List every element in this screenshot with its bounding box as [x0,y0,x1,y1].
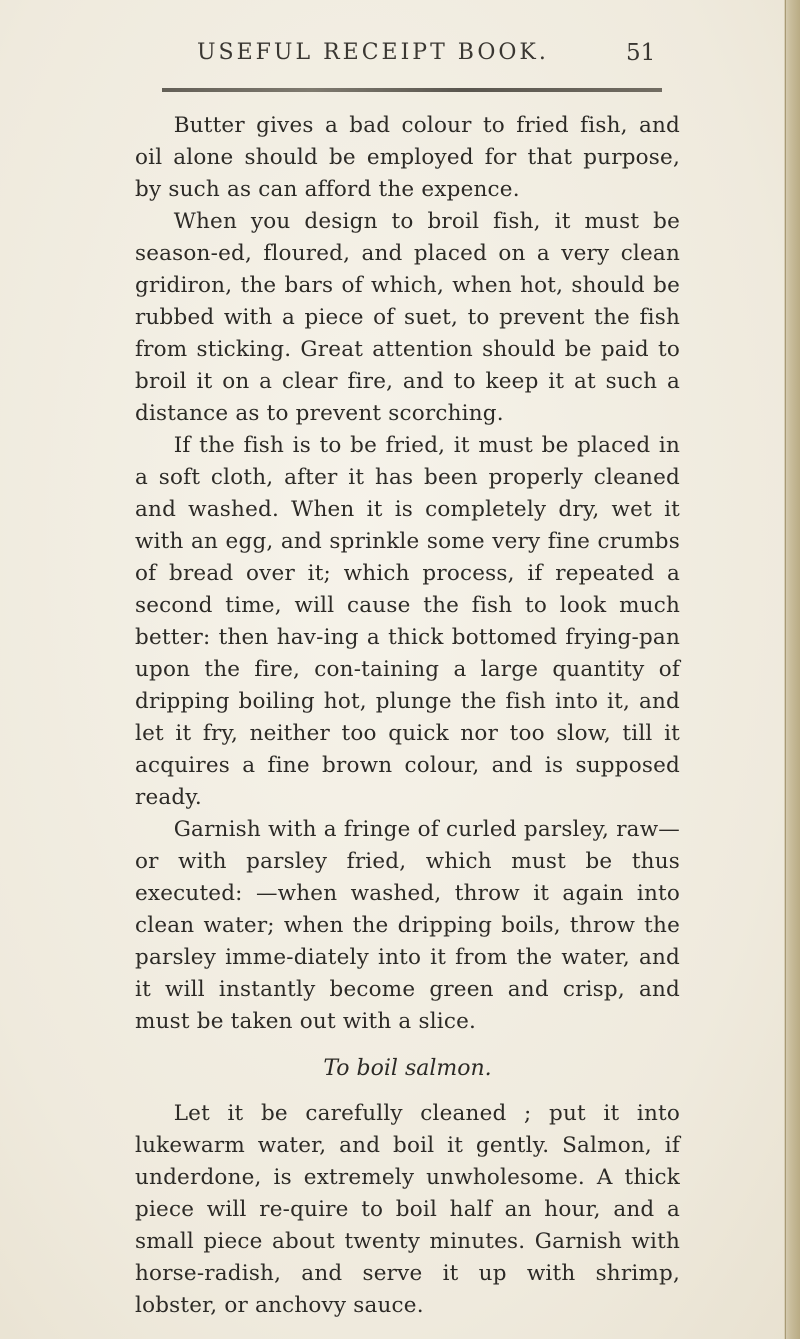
section-heading: To boil salmon. [323,1056,492,1081]
header-rule [162,88,662,92]
page-number: 51 [626,40,656,66]
paragraph-salmon: Let it be carefully cleaned ; put it into lukewarm water, and boil it gently. Salmon, if underdone, is extremely unwholesome. A thick piece will re-quire to boil half an hour, and a small piece about twenty minutes. Garnish with horse-radish, and serve it up with shrimp, lobster, or anchovy sauce. [135,1101,680,1318]
paragraph-broil: When you design to broil fish, it must be season-ed, floured, and placed on a very clean gridiron, the bars of which, when hot, should be rubbed with a piece of suet, to prevent the fish from sticking. Great attention should be paid to broil it on a clear fire, and to keep it at such a distance as to prevent scorching. [135,209,680,426]
text-block [135,110,680,1322]
paragraph-fry: If the fish is to be fried, it must be placed in a soft cloth, after it has been properly cleaned and washed. When it is completely dry, wet it with an egg, and sprinkle some very fine crumbs of bread over it; which process, if repeated a second time, will cause the fish to look much better: then hav-ing a thick bottomed frying-pan upon the fire, con-taining a large quantity of dripping boiling hot, plunge the fish into it, and let it fry, neither too quick nor too slow, till it acquires a fine brown colour, and is supposed ready. [135,433,680,810]
paragraph-garnish: Garnish with a fringe of curled parsley, raw—or with parsley fried, which must be thus executed: —when washed, throw it again into clean water; when the dripping boils, throw the parsley imme-diately into it from the water, and it will instantly become green and crisp, and must be taken out with a slice. [135,817,680,1034]
page-edge-line [785,0,786,1339]
running-head [0,40,800,80]
page-edge-shadow [784,0,800,1339]
paragraph-butter: Butter gives a bad colour to fried fish, and oil alone should be employed for that purpose, by such as can afford the expence. [135,113,680,202]
running-title: USEFUL RECEIPT BOOK. [197,40,549,65]
